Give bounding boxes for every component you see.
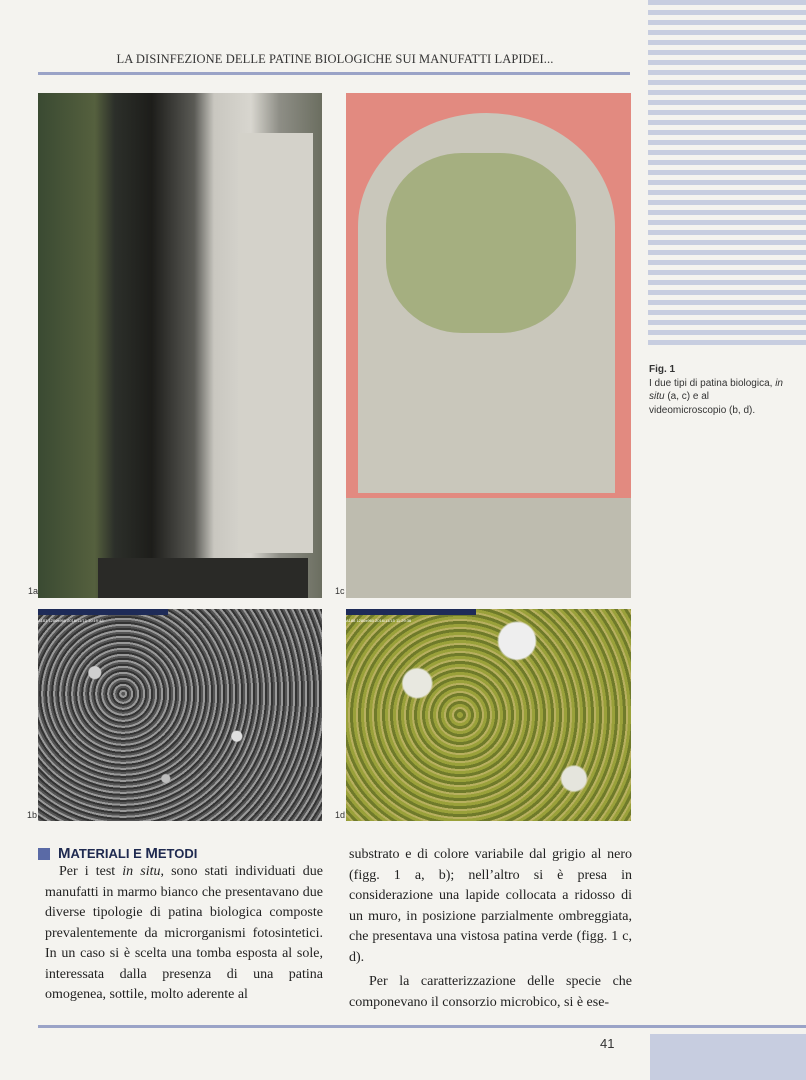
caption-text: I due tipi di patina biologica, <box>649 377 776 389</box>
photo-1d-microscope <box>346 609 631 821</box>
paragraph: Per la caratterizzazione delle specie che componevano il consorzio microbico, si è ese- <box>349 974 632 1010</box>
caption-text-end: (a, c) e al videomicroscopio (b, d). <box>649 391 756 416</box>
figure-label-1a: 1a <box>28 586 39 596</box>
photo-1c-gravestone <box>346 93 631 598</box>
body-column-left: Per i test in situ, sono stati individuati due manufatti in marmo bianco che presentavano due diverse tipologie di patina biologica composte prevalentemente da microrganismi fotosintetici. In un caso si è scelta una tomba esposta al sole, interessata dalla presenza di una patina omogenea, sottile, molto aderente al <box>45 864 323 1002</box>
decorative-stripes <box>648 0 806 346</box>
body-column-right <box>349 845 632 1013</box>
page-number: 41 <box>600 1036 615 1051</box>
figure-label-1d: 1d <box>335 810 346 820</box>
heading-square-icon <box>38 848 50 860</box>
section-heading <box>38 845 197 862</box>
figure-label-1b: 1b <box>27 810 38 820</box>
tomb-base <box>98 558 308 598</box>
figure-caption <box>649 363 789 417</box>
header-rule <box>38 72 630 75</box>
body-italic: in situ <box>122 864 161 879</box>
caption-figure-number: Fig. 1 <box>649 364 676 375</box>
figure-label-1c: 1c <box>335 586 345 596</box>
section-title-text: MATERIALI E METODI <box>58 845 198 862</box>
photo-1b-microscope <box>38 609 322 821</box>
microscope-info-bar: A183 1280x960 2016/11/15 10:19:48 <box>38 609 168 615</box>
gravestone-base <box>346 498 631 598</box>
footer-color-block <box>650 1034 806 1080</box>
paragraph: substrato e di colore variabile dal grigio al nero (figg. 1 a, b); nell’altro si è presa in considerazione una lapide collocata a ridosso di un muro, in posizione parzialmente ombreggiata, che presentava una vistosa patina verde (figg. 1 c, d). <box>349 847 632 965</box>
running-head: LA DISINFEZIONE DELLE PATINE BIOLOGICHE SUI MANUFATTI LAPIDEI... <box>116 52 554 66</box>
footer-rule <box>38 1025 806 1028</box>
green-patina <box>386 153 576 333</box>
photo-1a-tomb <box>38 93 322 598</box>
tomb-side-face <box>238 133 313 553</box>
caption-italic: in situ <box>649 377 783 402</box>
microscope-info-bar: A188 1280x960 2016/11/15 11:29:36 <box>346 609 476 615</box>
